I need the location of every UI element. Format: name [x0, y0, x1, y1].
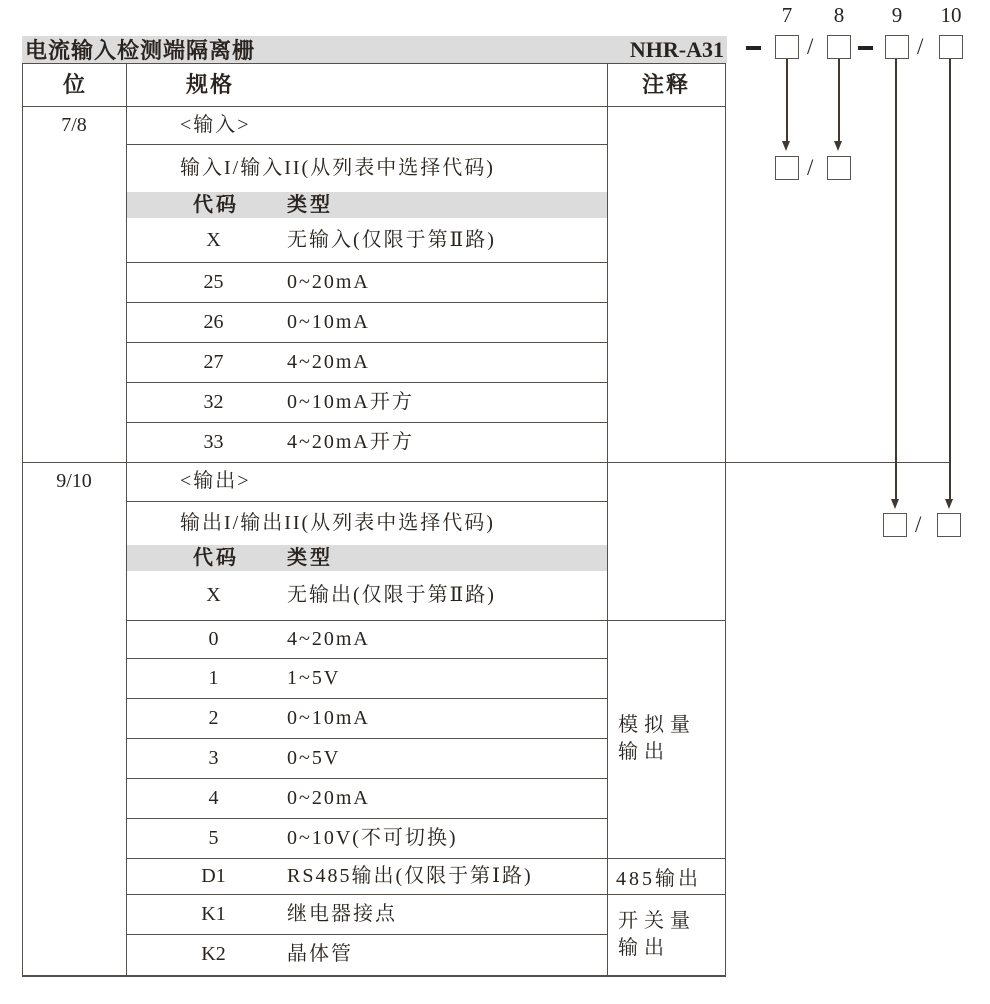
col-header-bit: 位: [62, 72, 85, 97]
arrow-line-9: [895, 59, 897, 499]
arrowhead-7: [782, 141, 790, 151]
type-cell: 4~20mA开方: [287, 431, 414, 453]
code-header-label: 代码: [193, 194, 239, 216]
table-border-left: [22, 63, 23, 977]
col-header-spec: 规格: [186, 72, 235, 97]
separator-slash: /: [807, 155, 814, 180]
table-border-right: [725, 63, 726, 977]
digit-7-label: 7: [781, 3, 793, 27]
note-485-output: [608, 858, 725, 894]
type-cell: RS485输出(仅限于第Ⅰ路): [287, 865, 533, 887]
page-title: 电流输入检测端隔离栅: [25, 38, 256, 63]
code-cell: 1: [208, 667, 219, 689]
digit-8-label: 8: [833, 3, 845, 27]
note-analog-output: [608, 620, 725, 858]
code-cell: D1: [201, 865, 226, 887]
code-cell: X: [206, 584, 221, 606]
type-cell: 无输入(仅限于第Ⅱ路): [287, 229, 496, 251]
type-cell: 1~5V: [287, 667, 341, 689]
note-switch-output: [608, 894, 725, 975]
code-cell: 3: [208, 747, 219, 769]
type-cell: 0~10mA开方: [287, 391, 414, 413]
title-bar: [22, 36, 727, 63]
code-cell: 33: [203, 431, 224, 453]
type-cell: 0~10mA: [287, 311, 370, 333]
type-cell: 4~20mA: [287, 351, 370, 373]
type-cell: 0~5V: [287, 747, 341, 769]
code-box-7: [775, 35, 799, 59]
type-cell: 0~20mA: [287, 271, 370, 293]
code-cell: 25: [203, 271, 224, 293]
code-cell: X: [206, 229, 221, 251]
hint-input: 输入I/输入II(从列表中选择代码): [180, 157, 495, 179]
type-header-label: 类型: [287, 547, 333, 569]
bit-value-78: 7/8: [61, 114, 87, 136]
digit-9-label: 9: [891, 3, 903, 27]
note-switch-output-label: 开关量输出: [618, 909, 696, 959]
output-select-box-10: [937, 513, 961, 537]
model-number: NHR-A31: [629, 36, 724, 62]
grid-line: [22, 106, 726, 107]
arrowhead-10: [945, 499, 953, 509]
input-select-box-7: [775, 156, 799, 180]
separator-slash: /: [915, 512, 922, 537]
type-cell: 0~10V(不可切换): [287, 827, 458, 849]
code-cell: 26: [203, 311, 224, 333]
separator-slash: /: [807, 34, 814, 59]
dash-connector: [858, 46, 873, 50]
group-label-output: <输出>: [180, 470, 251, 492]
arrowhead-8: [834, 141, 842, 151]
col-header-note: 注释: [641, 72, 690, 97]
hint-output: 输出I/输出II(从列表中选择代码): [180, 512, 495, 534]
code-cell: 0: [208, 628, 219, 650]
dash-connector: [746, 46, 761, 50]
code-cell: 27: [203, 351, 224, 373]
arrow-line-10: [949, 59, 951, 499]
section-divider-line: [22, 462, 949, 463]
group-label-input: <输入>: [180, 114, 251, 136]
code-box-10: [939, 35, 963, 59]
code-box-9: [885, 35, 909, 59]
type-cell: 4~20mA: [287, 628, 370, 650]
type-cell: 无输出(仅限于第Ⅱ路): [287, 584, 496, 606]
arrow-line-8: [838, 59, 840, 141]
code-cell: 2: [208, 707, 219, 729]
note-analog-output-label: 模拟量输出: [618, 714, 696, 763]
type-cell: 继电器接点: [287, 903, 397, 925]
code-header-label: 代码: [193, 547, 239, 569]
type-cell: 0~10mA: [287, 707, 370, 729]
type-cell: 晶体管: [287, 943, 353, 965]
arrowhead-9: [891, 499, 899, 509]
code-cell: K2: [201, 943, 226, 965]
type-cell: 0~20mA: [287, 787, 370, 809]
output-select-box-9: [883, 513, 907, 537]
digit-10-label: 10: [940, 3, 962, 27]
type-header-label: 类型: [287, 194, 333, 216]
table-border-bottom: [22, 975, 726, 977]
code-cell: 4: [208, 787, 219, 809]
code-cell: 32: [203, 391, 224, 413]
code-box-8: [827, 35, 851, 59]
input-select-box-8: [827, 156, 851, 180]
code-cell: K1: [201, 903, 226, 925]
code-cell: 5: [208, 827, 219, 849]
separator-slash: /: [917, 34, 924, 59]
bit-value-910: 9/10: [56, 470, 92, 492]
note-485-output-label: 485输出: [616, 867, 701, 890]
arrow-line-7: [786, 59, 788, 141]
